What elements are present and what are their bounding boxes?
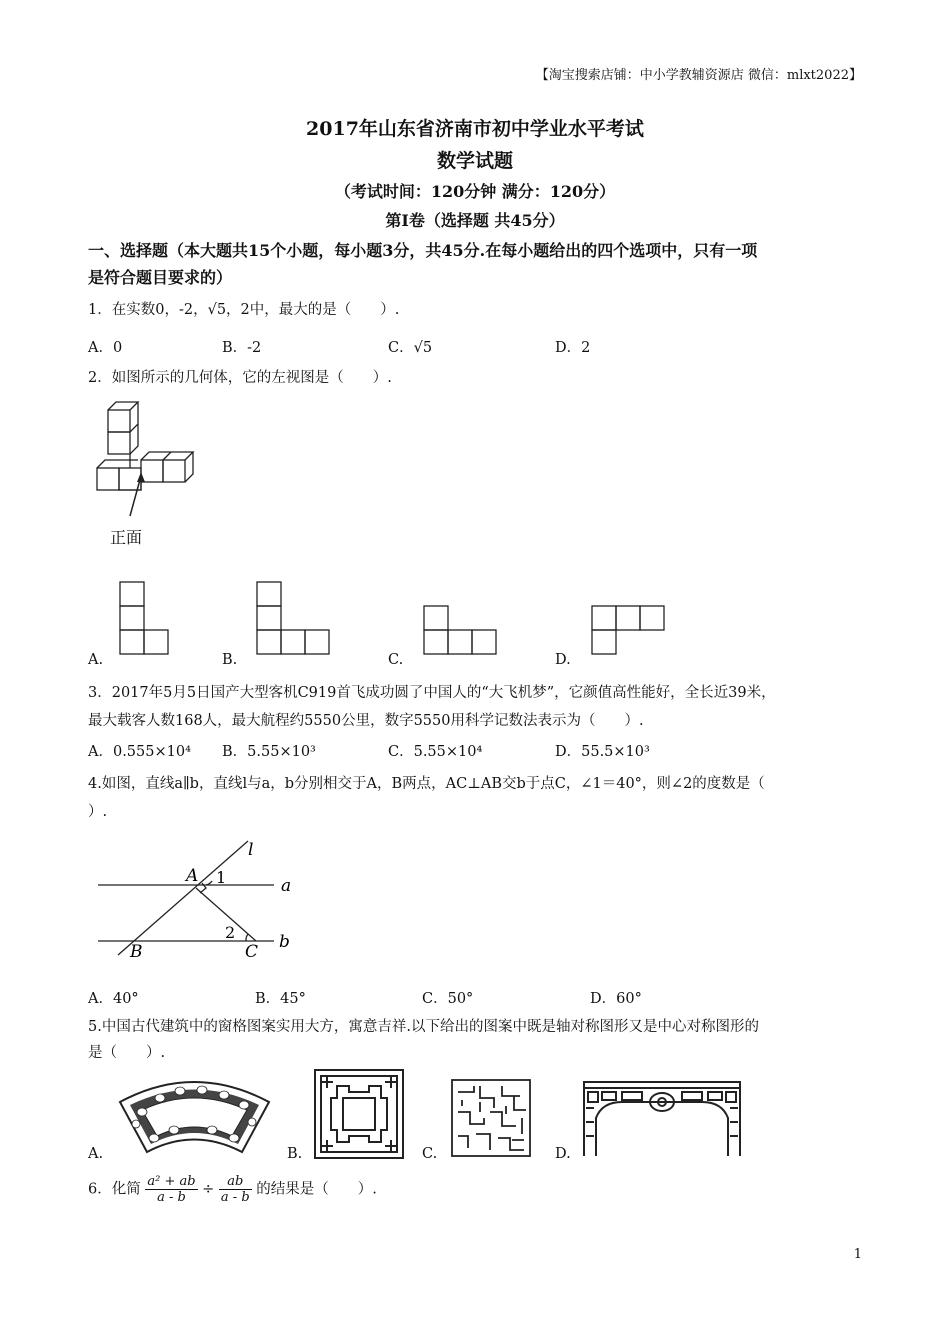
q4-line2: ）. [88,804,108,820]
q5-option-b-figure [313,1068,405,1160]
front-label: 正面 [110,528,143,547]
label-B: B [130,942,143,962]
exam-info: （考试时间：120分钟 满分：120分） [334,182,616,201]
q5-line2: 是（ ）. [88,1045,166,1061]
q5-option-d-figure [582,1078,742,1158]
label-b: b [279,932,290,952]
q5-option-d: D. [555,1146,571,1162]
q5-option-c: C. [422,1146,438,1162]
front-arrow [125,470,155,520]
q2-option-c: C. [388,652,404,668]
q6-prefix: 6．化简 [88,1181,141,1198]
q3-option-d: D．55.5×10³ [555,744,650,760]
q2-option-d: D. [555,652,571,668]
q2-stem: 2．如图所示的几何体，它的左视图是（ ）. [88,370,392,386]
q3-option-a: A．0.555×10⁴ [88,744,191,760]
label-angle1: 1 [216,868,227,887]
q2-option-a: A. [88,652,104,668]
q6-div-sign: ÷ [202,1181,215,1198]
q4-option-a: A．40° [88,991,139,1007]
q3-option-c: C．5.55×10⁴ [388,744,483,760]
q2-option-b-figure [255,580,335,656]
q4-option-c: C．50° [422,991,474,1007]
q2-option-a-figure [118,580,173,656]
label-A: A [186,866,199,886]
q5-line1: 5.中国古代建筑中的窗格图案实用大方，寓意吉祥.以下给出的图案中既是轴对称图形又是中心对称图形的 [88,1019,759,1035]
q3-line1: 3．2017年5月5日国产大型客机C919首飞成功圆了中国人的“大飞机梦”，它颜值高性能好，全长近39米， [88,685,776,701]
q4-option-d: D．60° [590,991,642,1007]
q2-option-c-figure [422,604,502,656]
q5-option-a-figure [112,1072,277,1160]
q6-frac2-num: ab [219,1174,252,1190]
label-C: C [245,942,259,962]
exam-title: 2017年山东省济南市初中学业水平考试 [306,118,644,140]
q6-frac1-den: a - b [157,1190,186,1205]
q6-frac1-num: a² + ab [147,1174,196,1189]
q1-option-a: A．0 [88,340,123,356]
q5-option-c-figure [450,1078,532,1158]
part-title: 第Ⅰ卷（选择题 共45分） [385,211,565,230]
label-angle2: 2 [225,923,236,942]
q2-option-d-figure [590,604,670,656]
q4-option-b: B．45° [255,991,306,1007]
q5-option-b: B. [287,1146,303,1162]
section-heading-line1: 一、选择题（本大题共15个小题，每小题3分，共45分.在每小题给出的四个选项中，只有一项 [88,241,758,260]
section-heading-line2: 是符合题目要求的） [88,268,233,287]
q6-suffix: 的结果是（ ）. [256,1181,377,1198]
q6-fraction-1 [145,1174,197,1205]
q2-option-b: B. [222,652,238,668]
q1-option-d: D．2 [555,340,591,356]
q6-frac2-den: a - b [220,1190,250,1205]
q4-figure [96,835,316,965]
q1-stem: 1．在实数0，-2，√5，2中，最大的是（ ）. [88,302,400,318]
label-a: a [281,876,292,896]
q3-line2: 最大载客人数168人，最大航程约5550公里，数字5550用科学记数法表示为（ ）. [88,713,644,729]
q1-option-b: B．-2 [222,340,262,356]
q5-option-a: A. [88,1146,104,1162]
q3-option-b: B．5.55×10³ [222,744,316,760]
page-number: 1 [853,1247,862,1262]
q4-line1: 4.如图，直线a∥b，直线l与a，b分别相交于A，B两点，AC⊥AB交b于点C，∠1＝40°，则∠2的度数是（ [88,776,765,792]
label-l: l [248,840,254,860]
q1-option-c: C．√5 [388,340,433,356]
header-note: 【淘宝搜索店铺：中小学教辅资源店 微信：mlxt2022】 [535,68,862,83]
subject-title: 数学试题 [436,150,513,172]
q6-line [88,1174,377,1205]
q6-fraction-2 [219,1174,252,1205]
